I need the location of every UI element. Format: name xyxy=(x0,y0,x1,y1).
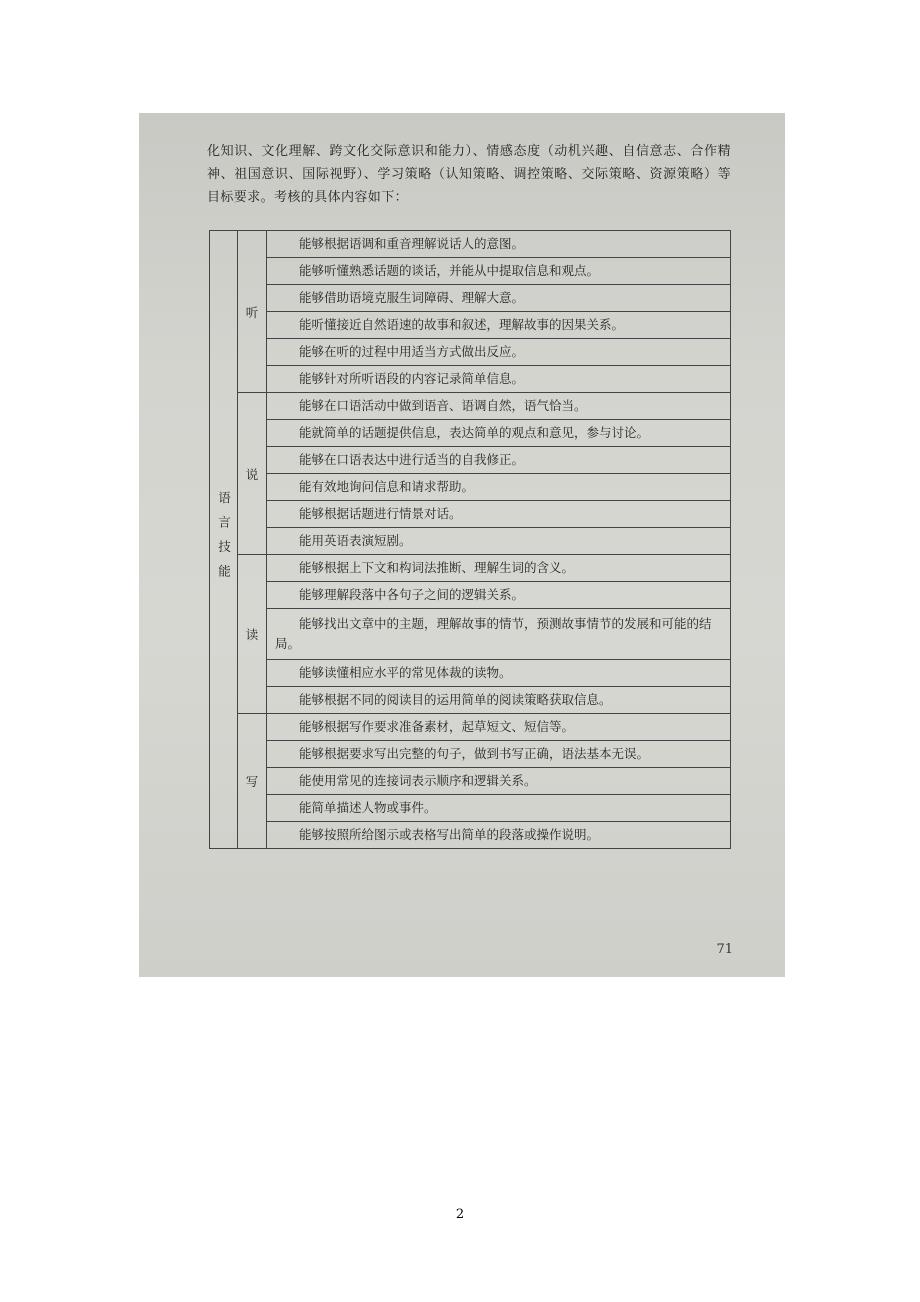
table-row xyxy=(210,555,731,582)
requirement-item: 能有效地询问信息和请求帮助。 xyxy=(267,474,731,501)
requirement-item: 能够在口语表达中进行适当的自我修正。 xyxy=(267,447,731,474)
document-page-number: 2 xyxy=(455,1207,465,1222)
table-row xyxy=(210,501,731,528)
intro-paragraph: 化知识、文化理解、跨文化交际意识和能力）、情感态度（动机兴趣、自信意志、合作精神、祖国意识、国际视野）、学习策略（认知策略、调控策略、交际策略、资源策略）等目标要求。考核的具体内容如下： xyxy=(207,144,731,205)
book-page-number: 71 xyxy=(716,942,733,957)
table-row xyxy=(210,285,731,312)
table-row xyxy=(210,714,731,741)
section-label-reading: 读 xyxy=(238,555,267,714)
table-row xyxy=(210,339,731,366)
requirements-table xyxy=(209,230,731,849)
table-row xyxy=(210,312,731,339)
requirement-item: 能够根据话题进行情景对话。 xyxy=(267,501,731,528)
requirement-item: 能够听懂熟悉话题的谈话，并能从中提取信息和观点。 xyxy=(267,258,731,285)
requirement-item: 能够在口语活动中做到语音、语调自然，语气恰当。 xyxy=(267,393,731,420)
requirement-item: 能就简单的话题提供信息，表达简单的观点和意见，参与讨论。 xyxy=(267,420,731,447)
scanned-page-photo xyxy=(139,113,785,977)
table-row xyxy=(210,795,731,822)
requirement-item: 能够找出文章中的主题，理解故事的情节，预测故事情节的发展和可能的结局。 xyxy=(267,609,731,660)
requirement-item: 能够根据写作要求准备素材，起草短文、短信等。 xyxy=(267,714,731,741)
requirement-item: 能够借助语境克服生词障碍、理解大意。 xyxy=(267,285,731,312)
section-label-listening: 听 xyxy=(238,231,267,393)
requirement-item: 能够根据语调和重音理解说话人的意图。 xyxy=(267,231,731,258)
requirement-item: 能够按照所给图示或表格写出简单的段落或操作说明。 xyxy=(267,822,731,849)
requirement-item: 能够针对所听语段的内容记录简单信息。 xyxy=(267,366,731,393)
table-row xyxy=(210,609,731,660)
table-row xyxy=(210,528,731,555)
table-row xyxy=(210,231,731,258)
category-cell: 语言技能 xyxy=(210,231,238,849)
requirement-item: 能够在听的过程中用适当方式做出反应。 xyxy=(267,339,731,366)
table-row xyxy=(210,366,731,393)
table-row xyxy=(210,258,731,285)
requirement-item: 能够根据要求写出完整的句子，做到书写正确，语法基本无误。 xyxy=(267,741,731,768)
table-row xyxy=(210,687,731,714)
section-label-speaking: 说 xyxy=(238,393,267,555)
requirement-item: 能用英语表演短剧。 xyxy=(267,528,731,555)
requirement-item: 能够读懂相应水平的常见体裁的读物。 xyxy=(267,660,731,687)
section-label-writing: 写 xyxy=(238,714,267,849)
requirement-item: 能够理解段落中各句子之间的逻辑关系。 xyxy=(267,582,731,609)
table-row xyxy=(210,420,731,447)
table-row xyxy=(210,660,731,687)
table-row xyxy=(210,741,731,768)
table-row xyxy=(210,768,731,795)
requirement-item: 能够根据不同的阅读目的运用简单的阅读策略获取信息。 xyxy=(267,687,731,714)
table-row xyxy=(210,393,731,420)
requirement-item: 能使用常见的连接词表示顺序和逻辑关系。 xyxy=(267,768,731,795)
requirement-item: 能简单描述人物或事件。 xyxy=(267,795,731,822)
requirement-item: 能够根据上下文和构词法推断、理解生词的含义。 xyxy=(267,555,731,582)
table-row xyxy=(210,822,731,849)
requirement-item: 能听懂接近自然语速的故事和叙述，理解故事的因果关系。 xyxy=(267,312,731,339)
table-row xyxy=(210,582,731,609)
table-row xyxy=(210,474,731,501)
table-row xyxy=(210,447,731,474)
